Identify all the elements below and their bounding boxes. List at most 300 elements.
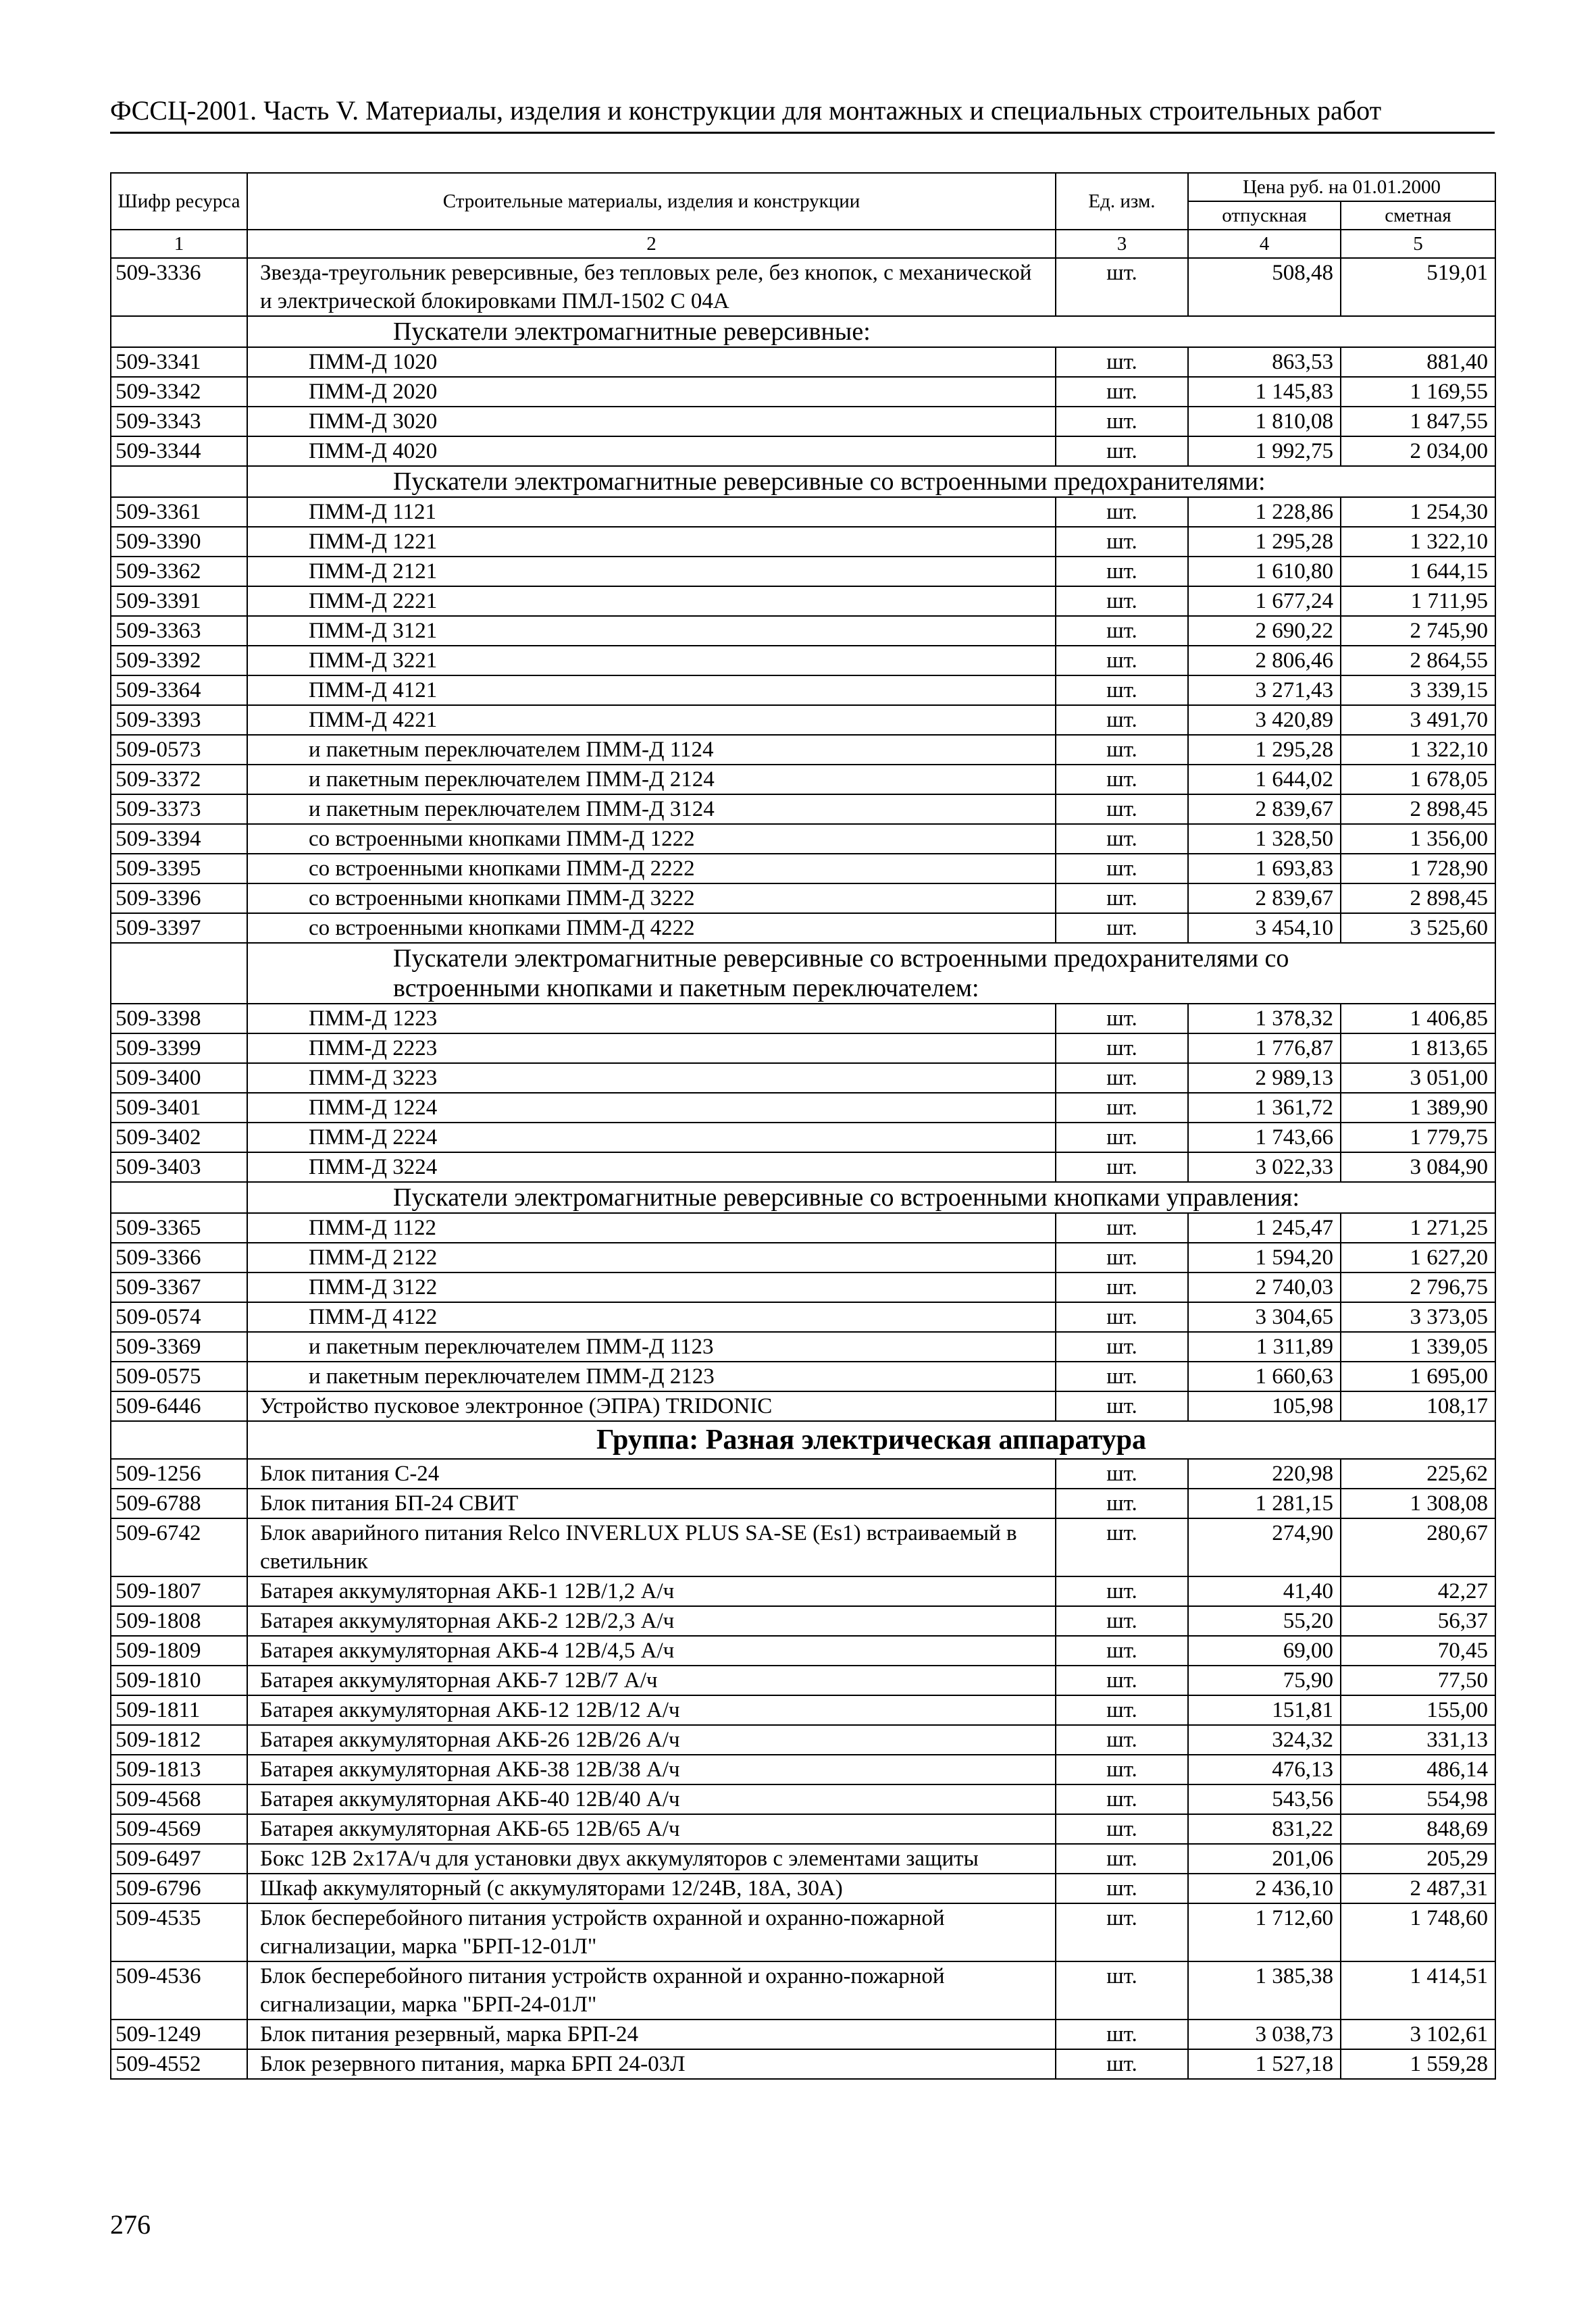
row-code: 509-1256: [111, 1459, 247, 1489]
row-price-estimate: 280,67: [1341, 1518, 1495, 1576]
row-code: 509-3390: [111, 527, 247, 557]
row-name: ПММ-Д 1122: [247, 1213, 1056, 1243]
row-name: Батарея аккумуляторная АКБ-4 12В/4,5 А/ч: [247, 1636, 1056, 1666]
row-code: 509-1808: [111, 1606, 247, 1636]
row-name: Блок питания резервный, марка БРП-24: [247, 2020, 1056, 2049]
row-code: 509-6497: [111, 1844, 247, 1874]
row-unit: шт.: [1056, 347, 1188, 377]
row-name: ПММ-Д 2224: [247, 1123, 1056, 1152]
row-code: 509-3401: [111, 1093, 247, 1123]
row-name: ПММ-Д 1020: [247, 347, 1056, 377]
table-row: [111, 735, 1495, 765]
row-price-release: 1 295,28: [1188, 527, 1341, 557]
table-row: [111, 1784, 1495, 1814]
row-unit: шт.: [1056, 1033, 1188, 1063]
row-code: [111, 943, 247, 1004]
row-price-release: 3 420,89: [1188, 705, 1341, 735]
table-row: [111, 1033, 1495, 1063]
row-price-estimate: 1 847,55: [1341, 407, 1495, 436]
row-price-release: 3 022,33: [1188, 1152, 1341, 1182]
table-row: [111, 1874, 1495, 1903]
table-row: [111, 1213, 1495, 1243]
row-price-estimate: 56,37: [1341, 1606, 1495, 1636]
row-name: Блок резервного питания, марка БРП 24-03Л: [247, 2049, 1056, 2079]
table-row: [111, 407, 1495, 436]
row-price-release: 1 660,63: [1188, 1362, 1341, 1391]
row-price-estimate: 1 728,90: [1341, 854, 1495, 883]
row-name: ПММ-Д 2221: [247, 586, 1056, 616]
row-name: со встроенными кнопками ПММ-Д 3222: [247, 883, 1056, 913]
table-row: [111, 1362, 1495, 1391]
row-code: 509-4536: [111, 1961, 247, 2020]
row-name: ПММ-Д 3223: [247, 1063, 1056, 1093]
row-price-release: 1 228,86: [1188, 497, 1341, 527]
row-unit: шт.: [1056, 2020, 1188, 2049]
row-price-release: 1 743,66: [1188, 1123, 1341, 1152]
row-name: Блок бесперебойного питания устройств охранной и охранно-пожарной сигнализации, марка "БРП-24-01Л": [247, 1961, 1056, 2020]
row-price-estimate: 1 271,25: [1341, 1213, 1495, 1243]
row-price-estimate: 2 898,45: [1341, 883, 1495, 913]
row-name: ПММ-Д 1221: [247, 527, 1056, 557]
row-code: [111, 466, 247, 497]
table-row: [111, 1123, 1495, 1152]
table-header: [111, 173, 1495, 258]
row-price-release: 1 295,28: [1188, 735, 1341, 765]
table-row: [111, 1903, 1495, 1961]
row-unit: шт.: [1056, 765, 1188, 794]
row-price-estimate: 486,14: [1341, 1755, 1495, 1784]
row-price-estimate: 1 779,75: [1341, 1123, 1495, 1152]
row-name: Блок питания БП-24 СВИТ: [247, 1489, 1056, 1518]
row-price-estimate: 881,40: [1341, 347, 1495, 377]
row-name: Батарея аккумуляторная АКБ-7 12В/7 А/ч: [247, 1666, 1056, 1695]
row-code: 509-3344: [111, 436, 247, 466]
row-unit: шт.: [1056, 377, 1188, 407]
row-unit: шт.: [1056, 794, 1188, 824]
column-number: 5: [1341, 230, 1495, 258]
row-name: Устройство пусковое электронное (ЭПРА) TRIDONIC: [247, 1391, 1056, 1421]
row-code: 509-1811: [111, 1695, 247, 1725]
row-price-release: 543,56: [1188, 1784, 1341, 1814]
row-price-estimate: 3 525,60: [1341, 913, 1495, 943]
row-code: 509-3365: [111, 1213, 247, 1243]
row-unit: шт.: [1056, 1332, 1188, 1362]
row-unit: шт.: [1056, 1213, 1188, 1243]
table-row: [111, 1636, 1495, 1666]
row-price-estimate: 3 373,05: [1341, 1302, 1495, 1332]
row-price-release: 3 038,73: [1188, 2020, 1341, 2049]
row-unit: шт.: [1056, 436, 1188, 466]
header-rule: [110, 132, 1495, 134]
row-price-release: 1 693,83: [1188, 854, 1341, 883]
row-price-release: 2 436,10: [1188, 1874, 1341, 1903]
group-title: Группа: Разная электрическая аппаратура: [247, 1421, 1495, 1459]
row-code: 509-4535: [111, 1903, 247, 1961]
row-unit: шт.: [1056, 1391, 1188, 1421]
row-price-release: 1 245,47: [1188, 1213, 1341, 1243]
row-code: 509-3361: [111, 497, 247, 527]
row-unit: шт.: [1056, 616, 1188, 646]
row-code: 509-1813: [111, 1755, 247, 1784]
row-price-release: 105,98: [1188, 1391, 1341, 1421]
section-row: [111, 466, 1495, 497]
row-price-release: 508,48: [1188, 258, 1341, 316]
row-unit: шт.: [1056, 1362, 1188, 1391]
row-price-estimate: 2 487,31: [1341, 1874, 1495, 1903]
row-name: ПММ-Д 3224: [247, 1152, 1056, 1182]
row-unit: шт.: [1056, 557, 1188, 586]
row-price-release: 1 281,15: [1188, 1489, 1341, 1518]
section-title: Пускатели электромагнитные реверсивные:: [247, 316, 1495, 347]
row-unit: шт.: [1056, 407, 1188, 436]
row-price-estimate: 1 627,20: [1341, 1243, 1495, 1272]
row-code: 509-1809: [111, 1636, 247, 1666]
section-title: Пускатели электромагнитные реверсивные со встроенными предохранителями со встроенными кнопками и пакетным переключателем:: [247, 943, 1495, 1004]
row-price-estimate: 1 678,05: [1341, 765, 1495, 794]
row-code: 509-3393: [111, 705, 247, 735]
row-code: 509-3400: [111, 1063, 247, 1093]
table-row: [111, 646, 1495, 675]
row-code: 509-3392: [111, 646, 247, 675]
row-name: ПММ-Д 3221: [247, 646, 1056, 675]
row-price-estimate: 1 322,10: [1341, 735, 1495, 765]
table-row: [111, 1063, 1495, 1093]
table-row: [111, 557, 1495, 586]
row-price-estimate: 2 864,55: [1341, 646, 1495, 675]
table-row: [111, 1961, 1495, 2020]
row-price-release: 2 839,67: [1188, 883, 1341, 913]
row-unit: шт.: [1056, 646, 1188, 675]
row-price-release: 1 145,83: [1188, 377, 1341, 407]
row-name: ПММ-Д 4121: [247, 675, 1056, 705]
row-code: 509-0574: [111, 1302, 247, 1332]
table-row: [111, 1666, 1495, 1695]
row-code: 509-3342: [111, 377, 247, 407]
row-name: и пакетным переключателем ПММ-Д 2123: [247, 1362, 1056, 1391]
row-unit: шт.: [1056, 883, 1188, 913]
section-row: [111, 1182, 1495, 1213]
row-price-release: 2 839,67: [1188, 794, 1341, 824]
row-code: 509-3343: [111, 407, 247, 436]
row-code: 509-3367: [111, 1272, 247, 1302]
row-code: 509-1812: [111, 1725, 247, 1755]
row-code: 509-3402: [111, 1123, 247, 1152]
row-unit: шт.: [1056, 1903, 1188, 1961]
column-number: 2: [247, 230, 1056, 258]
row-price-release: 2 806,46: [1188, 646, 1341, 675]
row-name: ПММ-Д 2020: [247, 377, 1056, 407]
row-unit: шт.: [1056, 1123, 1188, 1152]
table-row: [111, 913, 1495, 943]
row-price-release: 274,90: [1188, 1518, 1341, 1576]
row-code: 509-3391: [111, 586, 247, 616]
row-name: Блок аварийного питания Relco INVERLUX PLUS SA-SE (Es1) встраиваемый в светильник: [247, 1518, 1056, 1576]
table-row: [111, 258, 1495, 316]
row-name: со встроенными кнопками ПММ-Д 1222: [247, 824, 1056, 854]
row-price-release: 1 594,20: [1188, 1243, 1341, 1272]
row-unit: шт.: [1056, 1063, 1188, 1093]
row-code: 509-6796: [111, 1874, 247, 1903]
row-price-estimate: 2 745,90: [1341, 616, 1495, 646]
row-price-estimate: 519,01: [1341, 258, 1495, 316]
row-price-estimate: 1 414,51: [1341, 1961, 1495, 2020]
row-code: 509-3341: [111, 347, 247, 377]
row-code: 509-0575: [111, 1362, 247, 1391]
table-row: [111, 1302, 1495, 1332]
row-price-estimate: 1 644,15: [1341, 557, 1495, 586]
price-table: [110, 172, 1496, 2080]
row-unit: шт.: [1056, 1576, 1188, 1606]
column-number-row: [111, 230, 1495, 258]
row-price-estimate: 2 796,75: [1341, 1272, 1495, 1302]
table-row: [111, 1272, 1495, 1302]
row-price-release: 1 712,60: [1188, 1903, 1341, 1961]
row-code: [111, 1421, 247, 1459]
row-price-release: 3 271,43: [1188, 675, 1341, 705]
row-unit: шт.: [1056, 913, 1188, 943]
section-row: [111, 943, 1495, 1004]
row-name: ПММ-Д 3020: [247, 407, 1056, 436]
table-row: [111, 1576, 1495, 1606]
column-number: 1: [111, 230, 247, 258]
row-name: Батарея аккумуляторная АКБ-1 12В/1,2 А/ч: [247, 1576, 1056, 1606]
row-name: ПММ-Д 4221: [247, 705, 1056, 735]
row-code: 509-3397: [111, 913, 247, 943]
row-price-release: 2 740,03: [1188, 1272, 1341, 1302]
row-price-estimate: 1 322,10: [1341, 527, 1495, 557]
row-unit: шт.: [1056, 1844, 1188, 1874]
table-row: [111, 1725, 1495, 1755]
table-body: [111, 258, 1495, 2079]
row-unit: шт.: [1056, 1606, 1188, 1636]
row-name: Батарея аккумуляторная АКБ-38 12В/38 А/ч: [247, 1755, 1056, 1784]
row-price-estimate: 2 034,00: [1341, 436, 1495, 466]
row-name: ПММ-Д 2121: [247, 557, 1056, 586]
row-name: ПММ-Д 1224: [247, 1093, 1056, 1123]
row-unit: шт.: [1056, 1243, 1188, 1272]
row-price-estimate: 3 051,00: [1341, 1063, 1495, 1093]
row-unit: шт.: [1056, 1666, 1188, 1695]
table-row: [111, 2049, 1495, 2079]
table-row: [111, 794, 1495, 824]
row-code: 509-3366: [111, 1243, 247, 1272]
col-estimate-header: сметная: [1341, 201, 1495, 230]
row-name: Батарея аккумуляторная АКБ-2 12В/2,3 А/ч: [247, 1606, 1056, 1636]
row-price-estimate: 1 308,08: [1341, 1489, 1495, 1518]
row-price-release: 1 776,87: [1188, 1033, 1341, 1063]
row-name: Батарея аккумуляторная АКБ-26 12В/26 А/ч: [247, 1725, 1056, 1755]
row-name: Бокс 12В 2х17А/ч для установки двух аккумуляторов с элементами защиты: [247, 1844, 1056, 1874]
row-price-release: 831,22: [1188, 1814, 1341, 1844]
row-code: [111, 1182, 247, 1213]
row-price-estimate: 554,98: [1341, 1784, 1495, 1814]
row-unit: шт.: [1056, 1814, 1188, 1844]
row-name: ПММ-Д 4122: [247, 1302, 1056, 1332]
row-code: 509-3373: [111, 794, 247, 824]
row-unit: шт.: [1056, 854, 1188, 883]
row-name: Блок питания С-24: [247, 1459, 1056, 1489]
table-row: [111, 1004, 1495, 1033]
table-row: [111, 497, 1495, 527]
row-price-release: 2 690,22: [1188, 616, 1341, 646]
row-code: 509-1810: [111, 1666, 247, 1695]
table-row: [111, 527, 1495, 557]
row-unit: шт.: [1056, 1961, 1188, 2020]
row-name: Батарея аккумуляторная АКБ-65 12В/65 А/ч: [247, 1814, 1056, 1844]
table-row: [111, 705, 1495, 735]
row-price-release: 1 610,80: [1188, 557, 1341, 586]
row-code: 509-4552: [111, 2049, 247, 2079]
table-row: [111, 1093, 1495, 1123]
row-code: 509-3396: [111, 883, 247, 913]
row-unit: шт.: [1056, 1152, 1188, 1182]
row-unit: шт.: [1056, 1695, 1188, 1725]
row-price-release: 3 454,10: [1188, 913, 1341, 943]
col-name-header: Строительные материалы, изделия и конструкции: [247, 173, 1056, 230]
row-price-estimate: 331,13: [1341, 1725, 1495, 1755]
row-price-release: 476,13: [1188, 1755, 1341, 1784]
table-row: [111, 1755, 1495, 1784]
row-price-release: 1 527,18: [1188, 2049, 1341, 2079]
section-title: Пускатели электромагнитные реверсивные со встроенными предохранителями:: [247, 466, 1495, 497]
row-price-release: 75,90: [1188, 1666, 1341, 1695]
row-price-estimate: 1 356,00: [1341, 824, 1495, 854]
row-code: 509-1807: [111, 1576, 247, 1606]
row-price-estimate: 108,17: [1341, 1391, 1495, 1421]
section-row: [111, 316, 1495, 347]
row-unit: шт.: [1056, 1459, 1188, 1489]
row-name: ПММ-Д 1121: [247, 497, 1056, 527]
table-row: [111, 1243, 1495, 1272]
row-price-estimate: 848,69: [1341, 1814, 1495, 1844]
row-price-estimate: 1 748,60: [1341, 1903, 1495, 1961]
row-price-release: 1 644,02: [1188, 765, 1341, 794]
table-row: [111, 1459, 1495, 1489]
row-price-release: 1 385,38: [1188, 1961, 1341, 2020]
row-price-release: 2 989,13: [1188, 1063, 1341, 1093]
row-price-estimate: 2 898,45: [1341, 794, 1495, 824]
row-code: 509-3363: [111, 616, 247, 646]
row-price-estimate: 3 491,70: [1341, 705, 1495, 735]
row-unit: шт.: [1056, 497, 1188, 527]
row-price-release: 55,20: [1188, 1606, 1341, 1636]
row-code: 509-3403: [111, 1152, 247, 1182]
row-unit: шт.: [1056, 586, 1188, 616]
table-row: [111, 347, 1495, 377]
row-name: ПММ-Д 3121: [247, 616, 1056, 646]
row-name: Батарея аккумуляторная АКБ-40 12В/40 А/ч: [247, 1784, 1056, 1814]
row-name: и пакетным переключателем ПММ-Д 1124: [247, 735, 1056, 765]
table-row: [111, 1844, 1495, 1874]
table-row: [111, 436, 1495, 466]
col-price-header: Цена руб. на 01.01.2000: [1188, 173, 1495, 201]
row-name: и пакетным переключателем ПММ-Д 3124: [247, 794, 1056, 824]
table-row: [111, 2020, 1495, 2049]
row-price-release: 220,98: [1188, 1459, 1341, 1489]
row-price-estimate: 3 339,15: [1341, 675, 1495, 705]
row-unit: шт.: [1056, 735, 1188, 765]
row-price-release: 1 361,72: [1188, 1093, 1341, 1123]
row-code: 509-6446: [111, 1391, 247, 1421]
row-unit: шт.: [1056, 1518, 1188, 1576]
row-unit: шт.: [1056, 1725, 1188, 1755]
row-code: [111, 316, 247, 347]
row-code: 509-4568: [111, 1784, 247, 1814]
row-price-release: 1 992,75: [1188, 436, 1341, 466]
table-row: [111, 1489, 1495, 1518]
row-price-estimate: 225,62: [1341, 1459, 1495, 1489]
row-unit: шт.: [1056, 705, 1188, 735]
row-price-estimate: 42,27: [1341, 1576, 1495, 1606]
row-code: 509-3399: [111, 1033, 247, 1063]
row-price-estimate: 1 169,55: [1341, 377, 1495, 407]
row-name: ПММ-Д 2223: [247, 1033, 1056, 1063]
running-header: ФССЦ-2001. Часть V. Материалы, изделия и конструкции для монтажных и специальных строительных работ: [110, 95, 1382, 126]
row-price-estimate: 1 406,85: [1341, 1004, 1495, 1033]
row-name: Блок бесперебойного питания устройств охранной и охранно-пожарной сигнализации, марка "БРП-12-01Л": [247, 1903, 1056, 1961]
row-unit: шт.: [1056, 1093, 1188, 1123]
row-code: 509-6788: [111, 1489, 247, 1518]
row-unit: шт.: [1056, 1784, 1188, 1814]
table-row: [111, 377, 1495, 407]
row-code: 509-3398: [111, 1004, 247, 1033]
row-name: Батарея аккумуляторная АКБ-12 12В/12 А/ч: [247, 1695, 1056, 1725]
row-price-estimate: 3 102,61: [1341, 2020, 1495, 2049]
row-price-release: 1 311,89: [1188, 1332, 1341, 1362]
row-code: 509-3372: [111, 765, 247, 794]
row-price-estimate: 70,45: [1341, 1636, 1495, 1666]
row-price-estimate: 205,29: [1341, 1844, 1495, 1874]
row-name: ПММ-Д 1223: [247, 1004, 1056, 1033]
table-row: [111, 1391, 1495, 1421]
row-unit: шт.: [1056, 1755, 1188, 1784]
row-unit: шт.: [1056, 1302, 1188, 1332]
row-code: 509-0573: [111, 735, 247, 765]
row-unit: шт.: [1056, 1636, 1188, 1666]
row-price-estimate: 1 813,65: [1341, 1033, 1495, 1063]
table-row: [111, 586, 1495, 616]
row-code: 509-3362: [111, 557, 247, 586]
table-row: [111, 1518, 1495, 1576]
table-row: [111, 824, 1495, 854]
row-name: и пакетным переключателем ПММ-Д 2124: [247, 765, 1056, 794]
row-code: 509-3395: [111, 854, 247, 883]
row-name: со встроенными кнопками ПММ-Д 2222: [247, 854, 1056, 883]
row-price-estimate: 155,00: [1341, 1695, 1495, 1725]
row-name: со встроенными кнопками ПММ-Д 4222: [247, 913, 1056, 943]
table-row: [111, 616, 1495, 646]
table-row: [111, 1814, 1495, 1844]
table-row: [111, 1695, 1495, 1725]
row-code: 509-3336: [111, 258, 247, 316]
table-row: [111, 675, 1495, 705]
row-unit: шт.: [1056, 1004, 1188, 1033]
table-row: [111, 883, 1495, 913]
row-price-release: 1 677,24: [1188, 586, 1341, 616]
row-price-release: 151,81: [1188, 1695, 1341, 1725]
row-price-release: 201,06: [1188, 1844, 1341, 1874]
row-name: ПММ-Д 3122: [247, 1272, 1056, 1302]
row-unit: шт.: [1056, 1489, 1188, 1518]
row-price-estimate: 77,50: [1341, 1666, 1495, 1695]
row-name: ПММ-Д 2122: [247, 1243, 1056, 1272]
col-code-header: Шифр ресурса: [111, 173, 247, 230]
page-number: 276: [110, 2209, 151, 2240]
row-unit: шт.: [1056, 527, 1188, 557]
table-row: [111, 1332, 1495, 1362]
row-price-estimate: 1 711,95: [1341, 586, 1495, 616]
row-unit: шт.: [1056, 675, 1188, 705]
